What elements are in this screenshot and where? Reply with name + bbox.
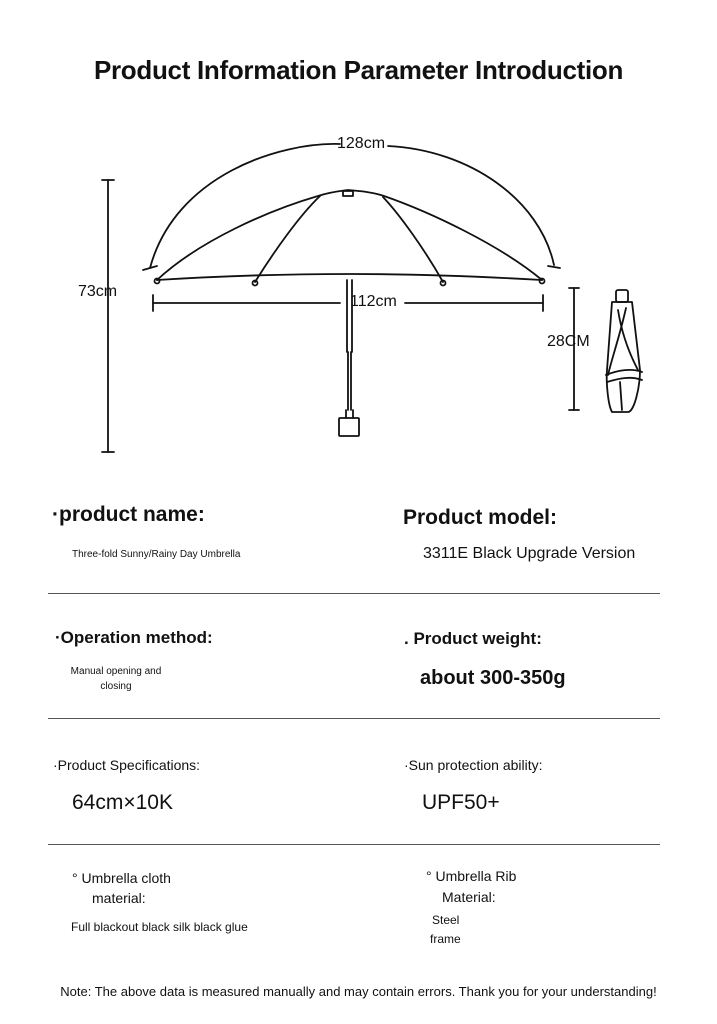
product-name-value: Three-fold Sunny/Rainy Day Umbrella — [72, 549, 241, 560]
umbrella-cloth-label-line1: ° Umbrella cloth — [72, 870, 171, 886]
span-label: 128cm — [337, 135, 386, 152]
divider — [48, 593, 660, 594]
operation-method-value-line2: closing — [100, 681, 132, 692]
height-label: 73cm — [78, 283, 118, 300]
umbrella-cloth-value: Full blackout black silk black glue — [71, 920, 248, 934]
umbrella-rib-value-line2: frame — [430, 932, 461, 946]
operation-method-label: ·Operation method: — [55, 628, 213, 647]
umbrella-rib-label-line1: ° Umbrella Rib — [426, 868, 517, 884]
product-name-label: ·product name: — [52, 503, 205, 526]
operation-method-value-line1: Manual opening and — [70, 666, 162, 677]
product-specifications-label: ·Product Specifications: — [53, 757, 201, 773]
page-title: Product Information Parameter Introduction — [93, 55, 624, 85]
umbrella-rib-value-line1: Steel — [432, 913, 460, 927]
sun-protection-label: ·Sun protection ability: — [404, 757, 543, 773]
product-weight-value: about 300-350g — [420, 667, 566, 689]
open-umbrella-icon — [157, 190, 542, 280]
product-model-label: Product model: — [403, 506, 558, 529]
span-arc — [150, 144, 340, 268]
product-weight-label: . Product weight: — [404, 629, 542, 648]
sun-protection-value: UPF50+ — [422, 791, 500, 814]
diameter-label: 112cm — [350, 293, 397, 310]
folded-umbrella-icon — [606, 290, 642, 412]
umbrella-cloth-label-line2: material: — [92, 890, 146, 906]
product-model-value: 3311E Black Upgrade Version — [423, 545, 636, 562]
divider — [48, 844, 660, 845]
product-specifications-value: 64cm×10K — [72, 791, 173, 814]
footer-note: Note: The above data is measured manually and may contain errors. Thank you for your understanding! — [60, 984, 657, 999]
divider — [48, 718, 660, 719]
umbrella-rib-label-line2: Material: — [442, 889, 496, 905]
folded-length-label: 28CM — [547, 333, 590, 350]
